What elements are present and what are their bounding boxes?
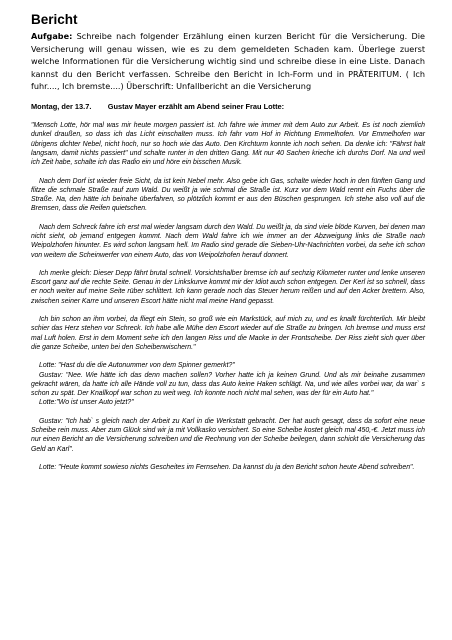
story-body <box>31 121 425 472</box>
dialogue-lotte-3: Lotte: "Heute kommt sowieso nichts Gescheites im Fernsehen. Da kannst du ja den Bericht schon heute Abend schreiben". <box>39 463 415 471</box>
task-text: Schreibe nach folgender Erzählung einen kurzen Bericht für die Versicherung. Die Versicherung will genau wissen, wie es zu dem gemeldeten Schaden kam. Überlege zuerst welche Informationen für die Versicherung wichtig sind und schreibe diese in eine Liste. Danach kannst du den Bericht verfassen. Schreibe den Bericht in Ich-Form und in PRÄTERITUM. ( Ich fuhr...., Ich bremste....) Überschrift: Unfallbericht an die Versicherung <box>31 31 425 92</box>
story-paragraph-5: Ich bin schon an ihm vorbei, da fliegt ein Stein, so groß wie ein Markstück, auf mich zu, und es knallt fürchterlich. Mir bleibt schier das Herz stehen vor Schreck. Ich habe alle Mühe den Escort wieder auf die Straße zu bringen. Ich bremse und muss erst mal Luft holen. Erst in dem Moment sehe ich den langen Riss und die Macke in der Frontscheibe. Der Riss zieht sich quer über die ganze Scheibe, unten bei den Scheibenwischern." <box>31 316 425 351</box>
dialogue-gustav-2: Gustav: "Ich hab` s gleich nach der Arbeit zu Karl in die Werkstatt gebracht. Der hat auch gesagt, dass da sofort eine neue Scheibe rein muss. Aber zum Glück sind wir ja mit Vollkasko versichert. So eine Scheibe kostet gleich mal 450,-€. Jetzt muss ich nur einen Bericht an die Versicherung schreiben und die Rechnung von der Scheibe beilegen, dann schickt die Versicherung das Geld an Karl". <box>31 417 425 453</box>
dialogue-lotte-2: Lotte:"Wo ist unser Auto jetzt?" <box>39 399 134 407</box>
story-paragraph-3: Nach dem Schreck fahre ich erst mal wieder langsam durch den Wald. Du weißt ja, da sind viele blöde Kurven, bei denen man nicht sieht, ob jemand entgegen kommt. Nach dem Wald fahre ich wie immer an der Abzweigung links die Straße nach Weipolzhofen hinunter. Es wird schon langsam hell. Im Radio sind gerade die Sieben-Uhr-Nachrichten vorbei, da sehe ich schon von weitem die Scheinwerfer von einem Auto, das von Weipolzhofen herauf donnert. <box>31 223 425 259</box>
document-page <box>31 12 425 472</box>
task-instructions <box>31 30 425 93</box>
dialogue-lotte-1: Lotte: "Hast du die die Autonummer von dem Spinner gemerkt?" <box>39 362 235 370</box>
story-paragraph-1: "Mensch Lotte, hör mal was mir heute morgen passiert ist. Ich fahre wie immer mit dem Auto zur Arbeit. Es ist noch ziemlich dunkel draußen, so dass ich das Licht einschalten muss. Ich fahr vom Hof in Richtung Emmelhofen. Vor Emmelhofen war übrigens dichter Nebel, nicht hoch, nur so hoch wie das Auto. Den Kirchturm konnte ich noch sehen. Da denke ich: "Fährst halt langsam, damit nichts passiert" und schalte runter in den dritten Gang. Mit nur 40 Sachen krieche ich durchs Dorf. Na und weil ich Zeit habe, schalte ich das Radio ein und höre ein bisschen Musik. <box>31 122 425 167</box>
story-heading: Montag, der 13.7. Gustav Mayer erzählt am Abend seiner Frau Lotte: <box>31 101 285 111</box>
story-paragraph-4: Ich merke gleich: Dieser Depp fährt brutal schnell. Vorsichtshalber bremse ich auf sechzig Kilometer runter und lenke unseren Escort ganz auf die rechte Seite. Genau in der Linkskurve kommt mir der Idiot auch schon entgegen. Der Kerl ist so schnell, dass er noch weiter auf meine Seite rüber schlittert. Ich kann gerade noch das Steuer herum reißen und auf den Acker brettern. Also, zwischen seiner Karre und unseren Escort hätte nicht mal meine Hand gepasst. <box>31 269 425 305</box>
story-paragraph-2: Nach dem Dorf ist wieder freie Sicht, da ist kein Nebel mehr. Also gebe ich Gas, schalte wieder hoch in den fünften Gang und flitze die schmale Straße rauf zum Wald. Du weißt ja wie schmal die Straße ist. Kurz vor dem Wald rennt ein Fuchs über die Straße. Na, den hätte ich beinahe überfahren, so plötzlich kommt er aus den Büschen gesprungen. Ich stehe also voll auf die Bremsen, dass die Reifen quietschen. <box>31 177 425 213</box>
dialogue-gustav-1: Gustav: "Nee. Wie hätte ich das denn machen sollen? Vorher hatte ich ja keinen Grund. Und als mir beinahe zusammen gekracht wären, da hatte ich alle Hände voll zu tun, dass das Auto keine Haken schlägt. Na, und wie alles vorbei war, da war` s schon zu spät. Der Knallkopf war schon zu weit weg. Ich konnte noch nicht mal sehen, was der für ein Auto hat." <box>31 371 425 398</box>
page-title: Bericht <box>31 12 78 27</box>
task-label: Aufgabe: <box>31 31 73 41</box>
